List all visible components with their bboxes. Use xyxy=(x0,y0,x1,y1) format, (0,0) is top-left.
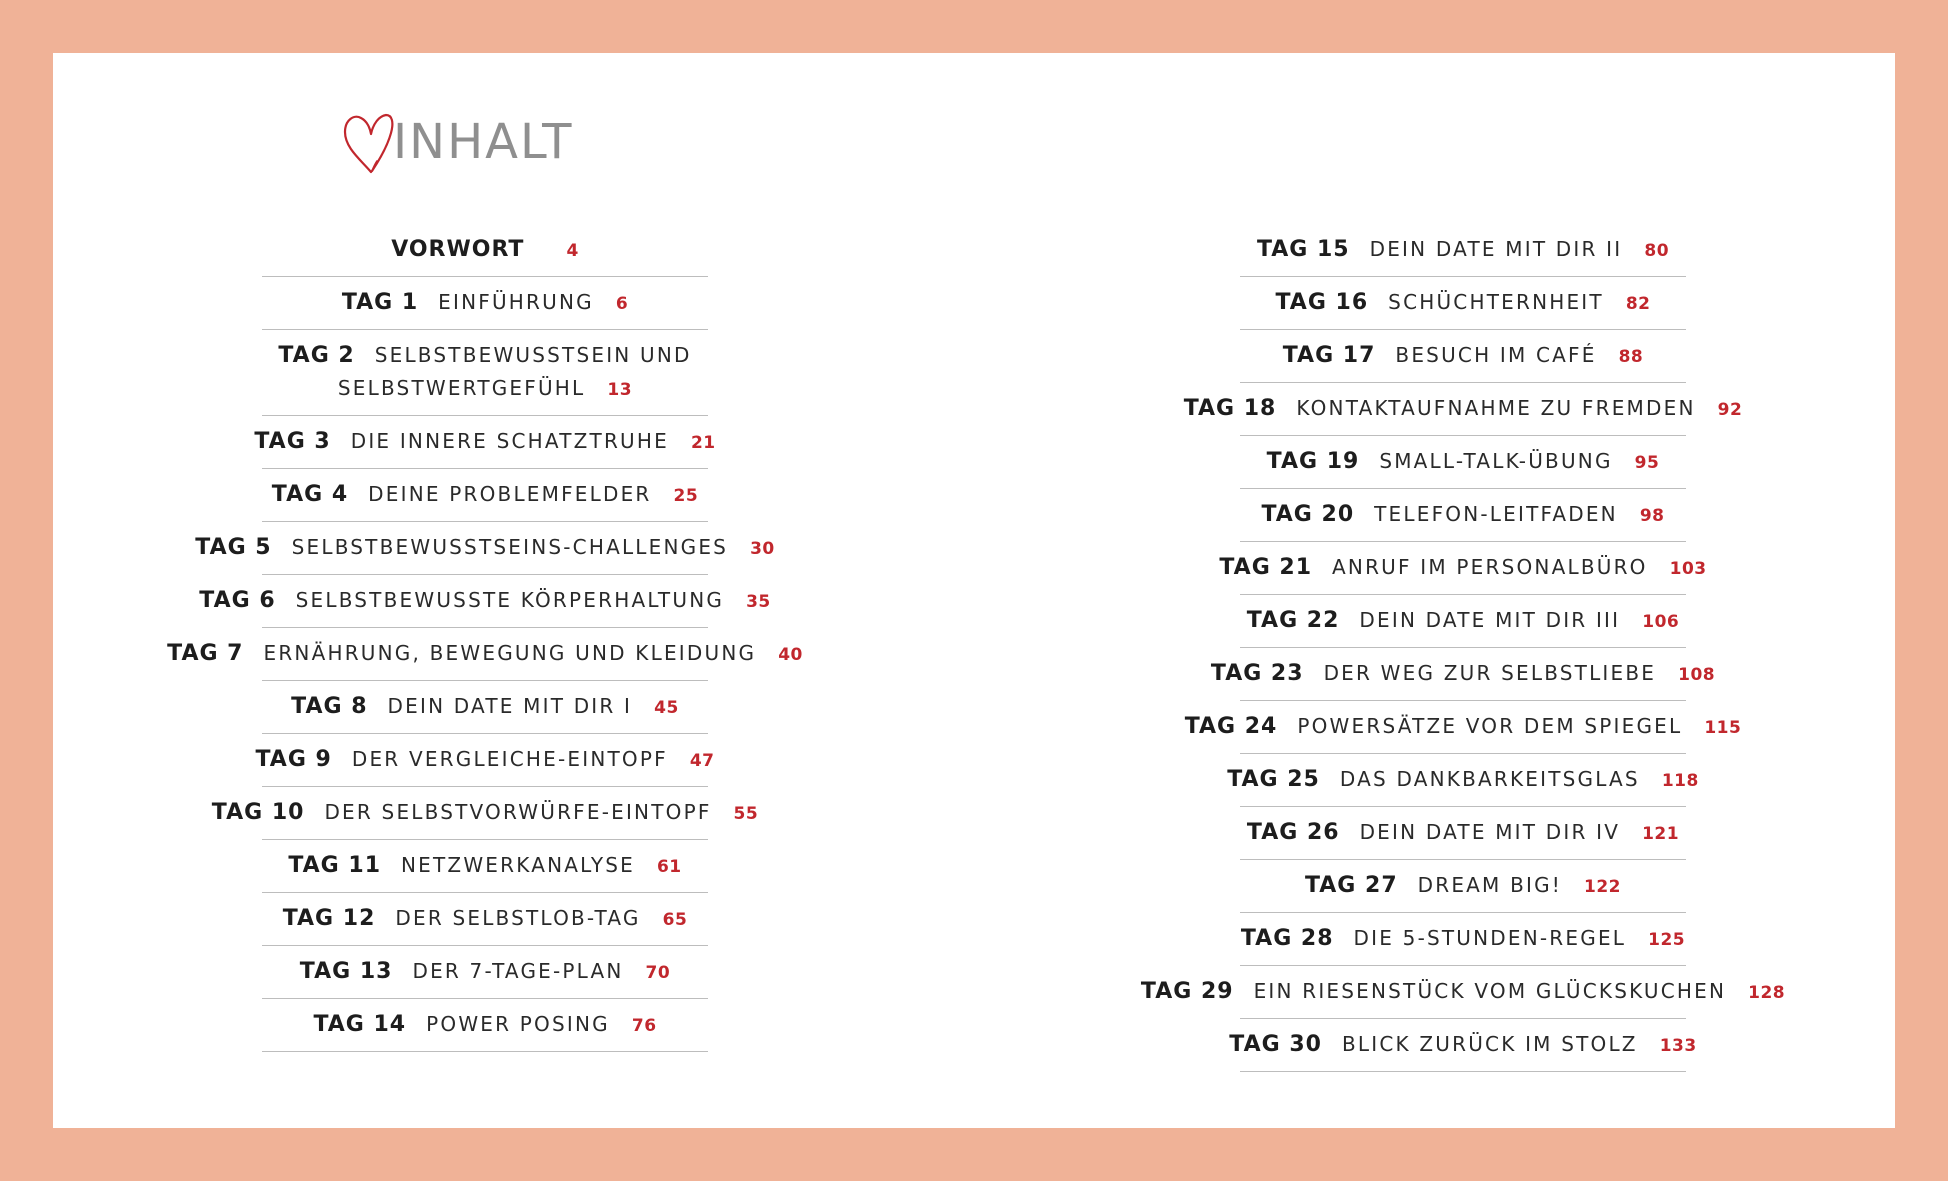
toc-entry-day: TAG 26 xyxy=(1246,820,1340,845)
toc-entry-title-line2: SELBSTWERTGEFÜHL xyxy=(337,376,586,400)
toc-entry[interactable] xyxy=(262,946,708,999)
toc-entry[interactable] xyxy=(211,787,759,840)
toc-entry-day: TAG 30 xyxy=(1229,1032,1322,1057)
toc-entry[interactable] xyxy=(1240,860,1686,913)
toc-entry-day: TAG 16 xyxy=(1275,290,1369,315)
toc-entry-page: 13 xyxy=(607,380,633,400)
toc-entry[interactable] xyxy=(1229,1019,1697,1072)
toc-entry-page: 6 xyxy=(615,294,629,314)
toc-entry-title: DREAM BIG! xyxy=(1417,873,1563,897)
toc-entry[interactable] xyxy=(1140,966,1786,1019)
toc-entry[interactable] xyxy=(167,628,803,681)
toc-entry-day: TAG 28 xyxy=(1240,926,1334,951)
toc-entry-title: TELEFON-LEITFADEN xyxy=(1374,502,1618,526)
toc-entry-page: 45 xyxy=(654,698,679,718)
toc-entry[interactable] xyxy=(199,575,771,628)
toc-entry-title: DER WEG ZUR SELBSTLIEBE xyxy=(1323,661,1657,685)
toc-entry[interactable] xyxy=(1240,913,1686,966)
toc-entry-title: BESUCH IM CAFÉ xyxy=(1395,343,1597,367)
toc-entry-day: TAG 13 xyxy=(299,959,393,984)
toc-entry[interactable] xyxy=(1240,277,1686,330)
toc-entry-title: BLICK ZURÜCK IM STOLZ xyxy=(1341,1032,1638,1056)
toc-entry-title: DER SELBSTLOB-TAG xyxy=(395,906,641,930)
toc-entry-title: DEIN DATE MIT DIR IV xyxy=(1359,820,1621,844)
toc-entry-title: EINFÜHRUNG xyxy=(438,290,594,314)
toc-entry-title: DIE INNERE SCHATZTRUHE xyxy=(350,429,669,453)
toc-entry[interactable] xyxy=(1183,383,1743,436)
toc-entry-title: ERNÄHRUNG, BEWEGUNG UND KLEIDUNG xyxy=(263,641,757,665)
toc-entry-page: 61 xyxy=(656,857,682,877)
toc-entry[interactable] xyxy=(1227,754,1699,807)
toc-entry-page: 95 xyxy=(1634,453,1660,473)
toc-entry-page: 98 xyxy=(1639,506,1665,526)
toc-entry-day: TAG 25 xyxy=(1227,767,1320,792)
toc-entry-page: 121 xyxy=(1642,824,1680,844)
toc-entry-day: TAG 12 xyxy=(282,906,376,931)
toc-entry[interactable] xyxy=(262,681,708,734)
toc-entry-page: 125 xyxy=(1648,930,1686,950)
toc-entry-day: TAG 5 xyxy=(195,535,272,560)
toc-entry-page: 82 xyxy=(1625,294,1651,314)
toc-entry[interactable] xyxy=(262,999,708,1052)
toc-entry[interactable] xyxy=(1240,330,1686,383)
toc-entry[interactable] xyxy=(1240,436,1686,489)
toc-entry-title: SELBSTBEWUSSTE KÖRPERHALTUNG xyxy=(295,588,725,612)
toc-header xyxy=(341,108,573,176)
toc-entry-day: TAG 7 xyxy=(167,641,244,666)
toc-entry-day: TAG 8 xyxy=(291,694,368,719)
toc-entry-page: 40 xyxy=(778,645,803,665)
toc-entry-day: TAG 22 xyxy=(1246,608,1340,633)
toc-entry-title: SMALL-TALK-ÜBUNG xyxy=(1379,449,1613,473)
toc-entry-page: 35 xyxy=(746,592,771,612)
toc-entry-title: EIN RIESENSTÜCK VOM GLÜCKSKUCHEN xyxy=(1253,979,1727,1003)
toc-entry-title: POWER POSING xyxy=(426,1012,610,1036)
toc-entry-title: DER 7-TAGE-PLAN xyxy=(412,959,624,983)
toc-entry-day: TAG 6 xyxy=(199,588,276,613)
toc-entry-page: 4 xyxy=(566,241,579,261)
toc-entry-title: DAS DANKBARKEITSGLAS xyxy=(1339,767,1640,791)
toc-entry-page: 30 xyxy=(750,539,775,559)
toc-entry[interactable] xyxy=(262,893,708,946)
toc-entry-page: 106 xyxy=(1642,612,1680,632)
toc-entry[interactable] xyxy=(1219,542,1707,595)
toc-entry-day: TAG 29 xyxy=(1140,979,1234,1004)
toc-entry-page: 25 xyxy=(673,486,699,506)
toc-entry[interactable] xyxy=(1240,489,1686,542)
toc-entry-day: TAG 4 xyxy=(271,482,349,507)
toc-entry-page: 47 xyxy=(689,751,715,771)
toc-entry-day: TAG 24 xyxy=(1184,714,1278,739)
toc-entry-day: TAG 11 xyxy=(288,853,382,878)
toc-entry-day: TAG 23 xyxy=(1210,661,1304,686)
toc-entry-day: TAG 19 xyxy=(1266,449,1360,474)
toc-entry-title: DEIN DATE MIT DIR III xyxy=(1359,608,1621,632)
toc-entry-title: SELBSTBEWUSSTSEINS-CHALLENGES xyxy=(291,535,729,559)
toc-entry-page: 92 xyxy=(1717,400,1743,420)
toc-entry-page: 103 xyxy=(1669,559,1707,579)
toc-column-left xyxy=(167,224,803,1052)
toc-entry-title: ANRUF IM PERSONALBÜRO xyxy=(1332,555,1648,579)
toc-entry-page: 55 xyxy=(733,804,759,824)
toc-entry-page: 118 xyxy=(1661,771,1699,791)
toc-entry-day: TAG 17 xyxy=(1282,343,1376,368)
toc-entry-title: KONTAKTAUFNAHME ZU FREMDEN xyxy=(1296,396,1696,420)
toc-entry-title: DER VERGLEICHE-EINTOPF xyxy=(351,747,668,771)
toc-entry[interactable] xyxy=(262,469,708,522)
toc-entry-day: TAG 1 xyxy=(341,290,419,315)
toc-entry-page: 65 xyxy=(662,910,688,930)
toc-entry-title: DER SELBSTVORWÜRFE-EINTOPF xyxy=(324,800,712,824)
toc-entry-day: TAG 3 xyxy=(254,429,331,454)
toc-entry-page: 80 xyxy=(1644,241,1670,261)
toc-entry-day: TAG 14 xyxy=(313,1012,407,1037)
toc-column-right xyxy=(1140,224,1786,1072)
toc-title: INHALT xyxy=(393,114,574,170)
toc-entry[interactable] xyxy=(255,734,715,787)
toc-entry-page: 122 xyxy=(1584,877,1622,897)
heart-icon xyxy=(341,108,399,176)
toc-entry-page: 70 xyxy=(645,963,671,983)
toc-entry-page: 108 xyxy=(1678,665,1716,685)
toc-entry-day: VORWORT xyxy=(391,237,525,262)
toc-entry-title: SELBSTBEWUSSTSEIN UND xyxy=(374,343,692,367)
toc-entry-title: POWERSÄTZE VOR DEM SPIEGEL xyxy=(1297,714,1683,738)
toc-entry[interactable] xyxy=(195,522,775,575)
toc-entry[interactable] xyxy=(1210,648,1716,701)
toc-entry-day: TAG 10 xyxy=(211,800,305,825)
toc-entry-title: DEIN DATE MIT DIR II xyxy=(1369,237,1623,261)
toc-entry[interactable] xyxy=(254,416,716,469)
toc-entry[interactable] xyxy=(262,277,708,330)
toc-entry[interactable] xyxy=(1240,807,1686,860)
toc-entry-title: DEINE PROBLEMFELDER xyxy=(368,482,652,506)
toc-entry[interactable] xyxy=(262,330,708,416)
toc-entry-page: 76 xyxy=(631,1016,657,1036)
toc-entry[interactable] xyxy=(1240,595,1686,648)
toc-entry-page: 21 xyxy=(690,433,716,453)
toc-entry[interactable] xyxy=(1184,701,1742,754)
toc-entry-page: 115 xyxy=(1704,718,1742,738)
toc-entry-day: TAG 27 xyxy=(1304,873,1398,898)
toc-entry-day: TAG 20 xyxy=(1261,502,1355,527)
toc-entry-day: TAG 21 xyxy=(1219,555,1313,580)
toc-entry[interactable] xyxy=(262,840,708,893)
toc-entry-day: TAG 2 xyxy=(278,343,355,368)
toc-entry-page: 133 xyxy=(1659,1036,1697,1056)
toc-entry-page: 128 xyxy=(1748,983,1786,1003)
toc-entry-day: TAG 9 xyxy=(255,747,332,772)
toc-entry-title: DEIN DATE MIT DIR I xyxy=(387,694,633,718)
toc-entry[interactable] xyxy=(1240,224,1686,277)
toc-entry-day: TAG 18 xyxy=(1183,396,1277,421)
toc-entry[interactable] xyxy=(262,224,708,277)
toc-entry-day: TAG 15 xyxy=(1256,237,1350,262)
toc-entry-title: DIE 5-STUNDEN-REGEL xyxy=(1353,926,1627,950)
toc-entry-title: SCHÜCHTERNHEIT xyxy=(1388,290,1604,314)
toc-entry-page: 88 xyxy=(1618,347,1644,367)
toc-entry-title: NETZWERKANALYSE xyxy=(401,853,635,877)
